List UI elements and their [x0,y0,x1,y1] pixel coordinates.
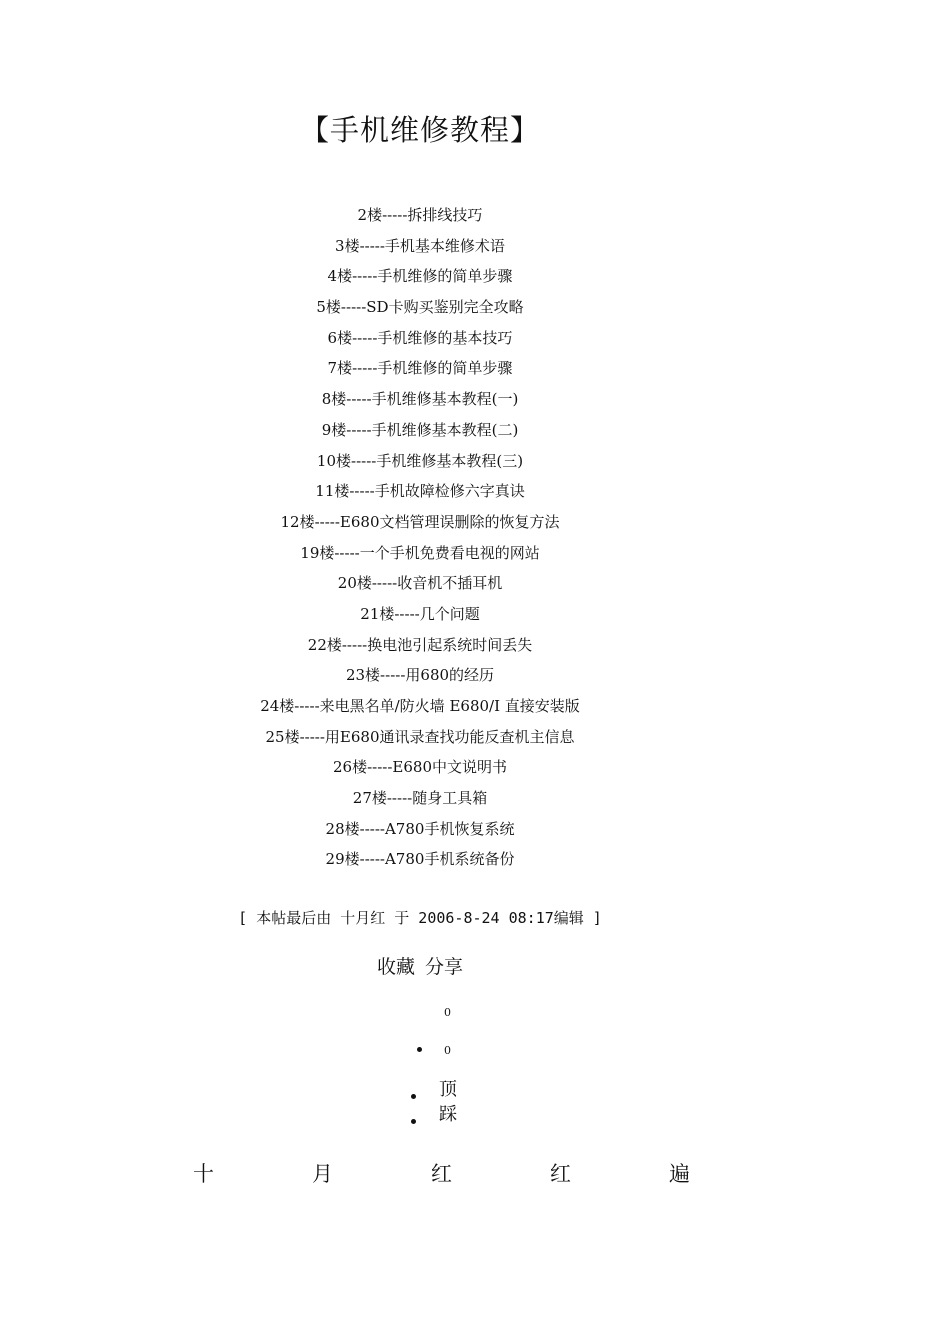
share-button[interactable]: 分享 [425,956,464,978]
edit-note: [ 本帖最后由 十月红 于 2006-8-24 08:17编辑 ] [238,909,602,927]
toc-item[interactable]: 2楼-----拆排线技巧 [357,206,483,224]
toc-item[interactable]: 29楼-----A780手机系统备份 [325,850,515,869]
toc-item[interactable]: 26楼-----E680中文说明书 [332,758,507,777]
table-of-contents [0,200,840,875]
toc-item[interactable]: 27楼-----随身工具箱 [352,789,488,808]
toc-item[interactable]: 3楼-----手机基本维修术语 [335,236,505,255]
page-title: 【手机维修教程】 [299,113,540,147]
toc-item[interactable]: 19楼-----一个手机免费看电视的网站 [300,543,540,562]
toc-item[interactable]: 24楼-----来电黑名单/防火墙 E680/I 直接安装版 [260,697,580,715]
bullet-icon [417,1047,422,1052]
downvote-button[interactable]: 踩 [439,1104,457,1125]
toc-item[interactable]: 8楼-----手机维修基本教程(一) [321,390,519,409]
toc-item[interactable]: 23楼-----用680的经历 [345,666,495,685]
bullet-icon [411,1094,416,1099]
author-char: 月 [312,1162,333,1186]
toc-item[interactable]: 22楼-----换电池引起系统时间丢失 [307,635,533,654]
toc-item[interactable]: 5楼-----SD卡购买鉴别完全攻略 [316,298,524,317]
toc-item[interactable]: 25楼-----用E680通讯录查找功能反查机主信息 [265,727,575,746]
toc-item[interactable]: 9楼-----手机维修基本教程(二) [321,420,519,439]
post-actions [0,954,840,980]
toc-item[interactable]: 4楼-----手机维修的简单步骤 [327,267,513,286]
author-char: 红 [431,1162,452,1186]
favorite-button[interactable]: 收藏 [376,956,415,978]
toc-item[interactable]: 20楼-----收音机不插耳机 [337,574,503,593]
favorite-count: 0 [444,1006,451,1019]
toc-item[interactable]: 28楼-----A780手机恢复系统 [325,819,515,838]
author-char: 红 [550,1162,571,1186]
toc-item[interactable]: 7楼-----手机维修的简单步骤 [327,359,513,378]
share-count: 0 [444,1044,451,1057]
toc-item[interactable]: 12楼-----E680文档管理误删除的恢复方法 [280,512,560,531]
author-char: 十 [193,1162,214,1186]
toc-item[interactable]: 11楼-----手机故障检修六字真诀 [315,482,525,501]
upvote-button[interactable]: 顶 [439,1079,457,1100]
author-char: 遍 [669,1162,690,1186]
toc-item[interactable]: 6楼-----手机维修的基本技巧 [327,328,513,347]
toc-item[interactable]: 21楼-----几个问题 [360,604,480,623]
toc-item[interactable]: 10楼-----手机维修基本教程(三) [316,451,524,470]
bullet-icon [411,1119,416,1124]
